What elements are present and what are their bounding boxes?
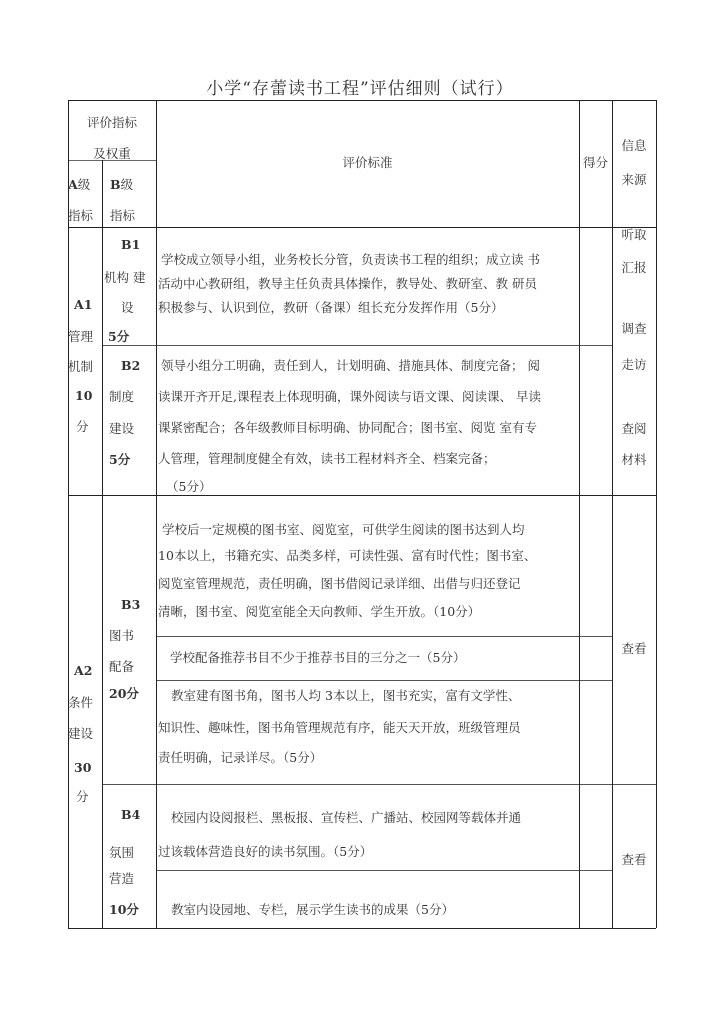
b4-criteria-line: 过该载体营造良好的读书氛围。（5分）	[158, 844, 373, 859]
level-suffix: 级	[77, 177, 91, 192]
b3-criteria-1	[158, 518, 536, 624]
b4-source: 查看	[621, 852, 647, 867]
a1-source-review: 查阅	[621, 421, 647, 436]
header-source-line2: 来源	[621, 172, 647, 187]
a1-name-line1: 管理	[68, 329, 94, 344]
b3-name-line1: 图书	[109, 628, 135, 643]
a1-source-visit: 走访	[621, 357, 647, 372]
a1-source-materials: 材料	[621, 452, 647, 467]
b3-criteria-line: 教室建有图书角，图书人均 3本以上，图书充实，富有文学性、	[171, 688, 521, 703]
a1-source-report: 汇报	[621, 260, 647, 275]
b2-criteria-line: 读课开齐开足,课程表上体现明确，课外阅读与语文课、阅读课、 早读	[158, 389, 541, 404]
a2-name-line2: 建设	[68, 726, 94, 741]
a2-points-unit: 分	[76, 789, 89, 804]
a1-source-survey: 调查	[621, 321, 647, 336]
b4-code: B4	[121, 807, 141, 822]
b3-name-line2: 配备	[109, 659, 135, 674]
a1-points-unit: 分	[76, 419, 89, 434]
header-b-level-line2: 指标	[110, 208, 136, 223]
b3-criteria-2	[170, 646, 465, 670]
b2-criteria-line: （5分）	[166, 479, 212, 494]
b3-criteria-line: 清晰，图书室、阅览室能全天向教师、学生开放。（10分）	[158, 604, 481, 619]
a1-code: A1	[74, 297, 93, 312]
col-criteria-score-divider	[579, 100, 580, 928]
b3-points: 20分	[109, 686, 139, 701]
b1-criteria-line: 积极参与、认识到位，教研（备课）组长充分发挥作用（5分）	[158, 300, 504, 315]
b2-name-line2: 建设	[109, 421, 135, 436]
b3-sub1-divider	[156, 636, 612, 637]
b4-criteria-2	[171, 898, 454, 922]
b2-criteria	[158, 354, 541, 499]
b4-sub-divider	[156, 870, 612, 871]
b1-b2-divider	[102, 345, 612, 346]
b3-criteria-line: 责任明确，记录详尽。（5分）	[158, 750, 323, 765]
header-a-level-line1	[68, 174, 90, 196]
b2-criteria-line: 领导小组分工明确，责任到人，计划明确、措施具体、制度完备； 阅	[161, 358, 540, 373]
table-border-right	[656, 100, 657, 928]
b1-name-line1: 机构 建	[104, 270, 146, 285]
b2-criteria-line: 课紧密配合；各年级教师目标明确、协同配合；图书室、阅览 室有专	[158, 420, 537, 435]
a2-name-line1: 条件	[68, 695, 94, 710]
level-letter: B	[110, 177, 121, 192]
a2-points-number: 30	[74, 760, 92, 775]
a2-code: A2	[74, 663, 93, 678]
b3-criteria-line: 10本以上，书籍充实、品类多样，可读性强、富有时代性；图书室、	[158, 548, 537, 563]
document-title: 小学“存蕾读书工程”评估细则（试行）	[206, 79, 514, 99]
level-letter: A	[68, 177, 78, 192]
b3-criteria-line: 阅览室管理规范，责任明确，图书借阅记录详细、出借与归还登记	[158, 576, 521, 591]
level-suffix: 级	[120, 177, 134, 192]
col-a-b-divider	[102, 160, 103, 928]
b2-name-line1: 制度	[109, 389, 135, 404]
header-criteria: 评价标准	[342, 155, 393, 170]
b3-b4-divider	[102, 784, 656, 785]
b4-name-line2: 营造	[109, 871, 135, 886]
b1-criteria-line: 活动中心教研组，教导主任负责具体操作，教导处、教研室、教 研员	[158, 276, 537, 291]
b4-criteria-line: 教室内设园地、专栏，展示学生读书的成果（5分）	[171, 902, 454, 917]
b1-code: B1	[121, 237, 141, 252]
header-score: 得分	[582, 155, 608, 170]
b1-criteria	[158, 248, 540, 320]
b3-sub2-divider	[156, 680, 612, 681]
b2-code: B2	[121, 358, 141, 373]
a1-points-number: 10	[75, 388, 93, 403]
b4-criteria-line: 校园内设阅报栏、黑板报、宣传栏、广播站、校园网等载体并通	[171, 810, 522, 825]
header-indicator-weight-line2: 及权重	[93, 146, 131, 161]
header-indicator-weight-line1: 评价指标	[86, 115, 137, 130]
b3-source: 查看	[621, 641, 647, 656]
a1-name-line2: 机制	[68, 359, 94, 374]
table-border-bottom	[68, 928, 656, 929]
b3-criteria-line: 知识性、趣味性，图书角管理规范有序，能天天开放，班级管理员	[158, 720, 521, 735]
b1-criteria-line: 学校成立领导小组，业务校长分管，负责读书工程的组织；成立读 书	[161, 252, 540, 267]
b2-criteria-line: 人管理，管理制度健全有效，读书工程材料齐全、档案完备；	[158, 451, 496, 466]
b2-points: 5分	[109, 452, 131, 467]
header-b-level-line1	[110, 174, 133, 196]
header-a-level-line2: 指标	[68, 208, 94, 223]
b1-points: 5分	[108, 329, 130, 344]
b4-name-line1: 氛围	[109, 845, 135, 860]
b4-criteria-1	[158, 806, 521, 864]
b3-code: B3	[121, 597, 141, 612]
b3-criteria-line: 学校后一定规模的图书室、阅览室，可供学生阅读的图书达到人均	[162, 522, 525, 537]
a1-source-listen: 听取	[621, 227, 647, 242]
b3-criteria-3	[158, 684, 521, 770]
header-source-line1: 信息	[621, 138, 647, 153]
b1-name-line2: 设	[121, 300, 134, 315]
b4-points: 10分	[109, 902, 139, 917]
b3-criteria-line: 学校配备推荐书目不少于推荐书目的三分之一（5分）	[170, 650, 466, 665]
col-b-criteria-divider	[156, 100, 157, 928]
